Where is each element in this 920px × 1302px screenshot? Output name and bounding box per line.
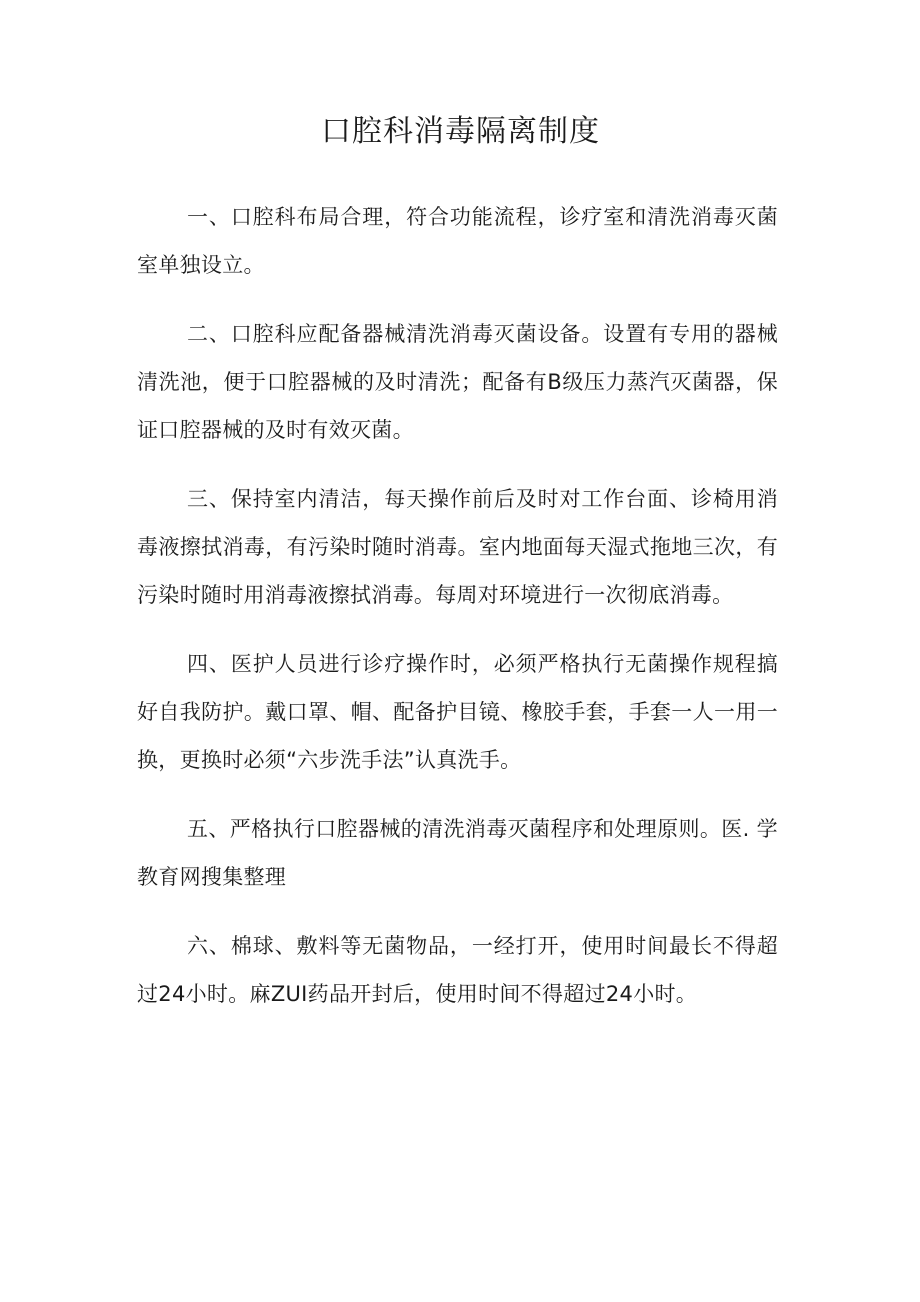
document-body [137,193,778,1018]
paragraph-4: 四、医护人员进行诊疗操作时，必须严格执行无菌操作规程搞好自我防护。戴口罩、帽、配备护目镜、橡胶手套，手套一人一用一换，更换时必须“六步洗手法”认真洗手。 [137,652,778,772]
paragraph-3: 三、保持室内清洁，每天操作前后及时对工作台面、诊椅用消毒液擦拭消毒，有污染时随时消毒。室内地面每天湿式拖地三次，有污染时随时用消毒液擦拭消毒。每周对环境进行一次彻底消毒。 [137,487,778,607]
paragraph-6: 六、棉球、敷料等无菌物品，一经打开，使用时间最长不得超过24小时。麻ZUI药品开封后，使用时间不得超过24小时。 [137,934,778,1006]
paragraph-1: 一、口腔科布局合理，符合功能流程，诊疗室和清洗消毒灭菌室单独设立。 [137,205,778,277]
paragraph-5: 五、严格执行口腔器械的清洗消毒灭菌程序和处理原则。医. 学教育网搜集整理 [137,817,778,889]
paragraph-2: 二、口腔科应配备器械清洗消毒灭菌设备。设置有专用的器械清洗池，便于口腔器械的及时清洗；配备有B级压力蒸汽灭菌器，保证口腔器械的及时有效灭菌。 [137,322,778,442]
document-title: 口腔科消毒隔离制度 [321,114,600,149]
